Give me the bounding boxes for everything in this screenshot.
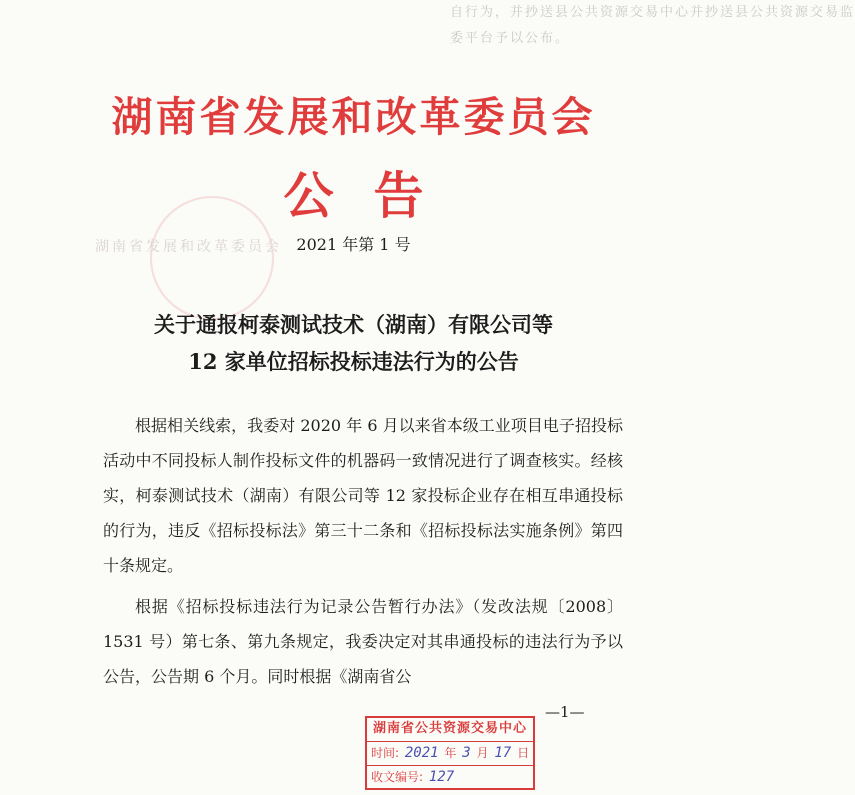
bleed-through-line: 委平台予以公布。: [450, 31, 571, 46]
doc-type: 公告: [283, 166, 464, 225]
org-title: 湖南省发展和改革委员会: [111, 93, 596, 141]
body-text: [103, 408, 623, 700]
stamp-date-row: [367, 742, 533, 766]
bleed-through-faint: 湖南省发展和改革委员会: [95, 239, 282, 255]
body-paragraph: 根据相关线索，我委对 2020 年 6 月以来省本级工业项目电子招投标活动中不同投标人制作投标文件的机器码一致情况进行了调查核实。经核实，柯泰测试技术（湖南）有限公司等 12 家投标企业存在相互串通投标的行为，违反《招标投标法》第三十二条和《招标投标法实施条例》第四十条规定。: [103, 416, 623, 575]
stamp-date-day: 17: [494, 745, 512, 761]
stamp-number-label: 收文编号:: [371, 770, 424, 784]
stamp-date-day-unit: 日: [517, 746, 530, 760]
stamp-date-label: 时间:: [371, 746, 400, 760]
receipt-stamp: [365, 716, 535, 790]
stamp-date-year-unit: 年: [444, 746, 457, 760]
page-number: —1—: [545, 703, 585, 721]
body-paragraph: 根据《招标投标违法行为记录公告暂行办法》（发改法规〔2008〕1531 号）第七条、第九条规定，我委决定对其串通投标的违法行为予以公告，公告期 6 个月。同时根据《湖南省公: [103, 597, 623, 686]
stamp-number-value: 127: [428, 769, 455, 785]
stamp-date-month-unit: 月: [476, 746, 489, 760]
doc-number: 2021 年第 1 号: [296, 235, 411, 254]
bleed-through-line: 自行为，并抄送县公共资源交易中心并抄送县公共资源交易监: [450, 5, 855, 20]
bleed-through-text: [450, 0, 855, 52]
subject-line: 12 家单位招标投标违法行为的公告: [188, 349, 519, 374]
subject-title: [0, 306, 707, 380]
subject-line: 关于通报柯泰测试技术（湖南）有限公司等: [154, 312, 553, 337]
stamp-date-year: 2021: [404, 745, 439, 761]
stamp-date-month: 3: [462, 745, 471, 761]
stamp-title: 湖南省公共资源交易中心: [367, 718, 533, 742]
stamp-number-row: [367, 766, 533, 790]
